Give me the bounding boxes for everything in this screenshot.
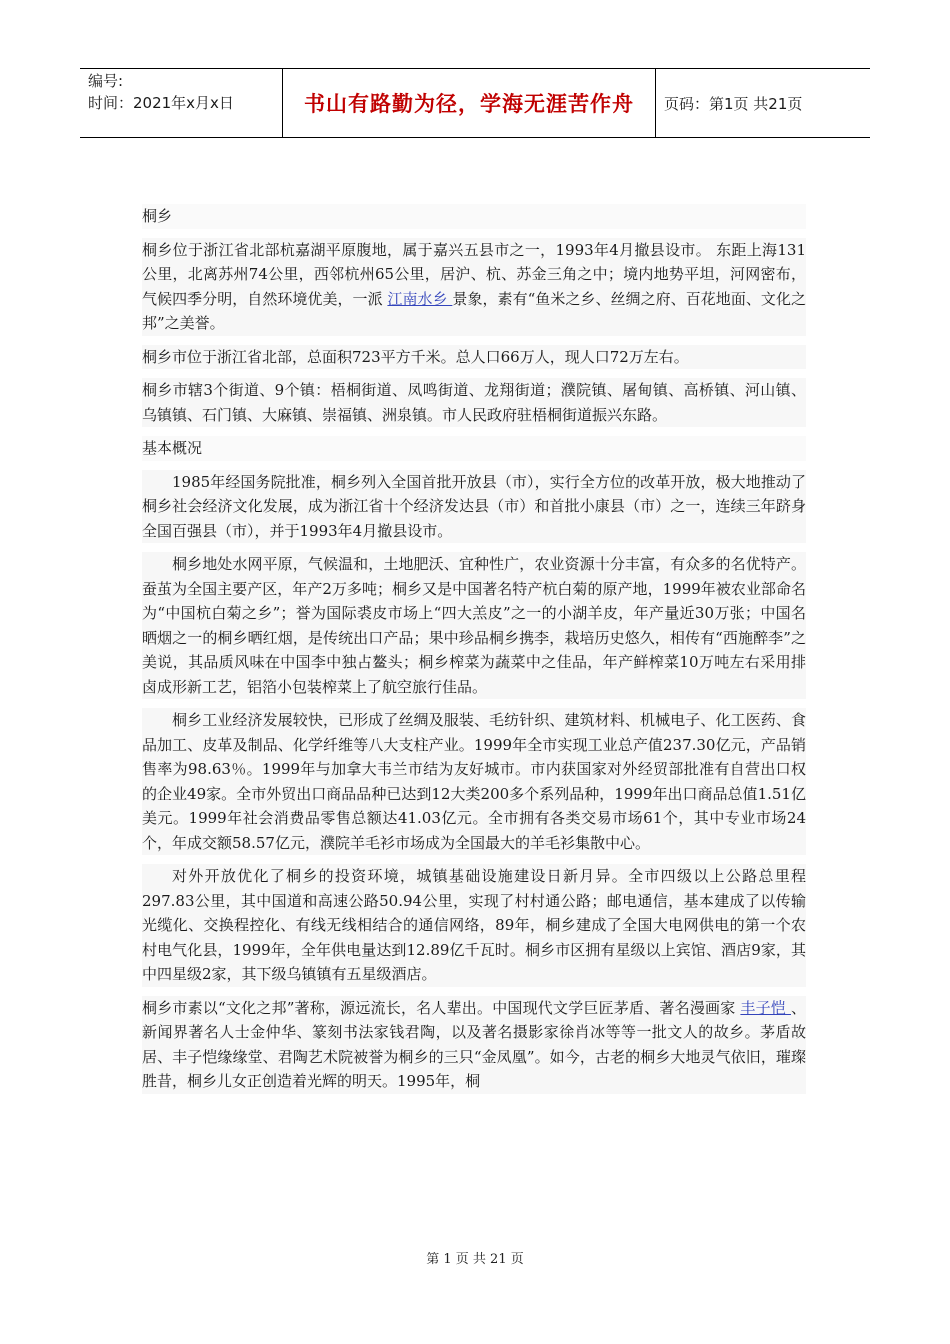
districts-paragraph: 桐乡市辖3个街道、9个镇：梧桐街道、凤鸣街道、龙翔街道；濮院镇、屠甸镇、高桥镇、河山镇、乌镇镇、石门镇、大麻镇、崇福镇、洲泉镇。市人民政府驻梧桐街道振兴东路。 bbox=[142, 378, 806, 427]
page-footer: 第 1 页 共 21 页 bbox=[426, 1252, 524, 1267]
jiangnan-link[interactable]: 江南水乡 bbox=[387, 289, 453, 308]
header-meta-cell bbox=[80, 69, 282, 137]
intro-paragraph bbox=[142, 238, 806, 336]
article-title: 桐乡 bbox=[142, 204, 806, 229]
section-heading: 基本概况 bbox=[142, 436, 806, 461]
infrastructure-paragraph: 对外开放优化了桐乡的投资环境，城镇基础设施建设日新月异。全市四级以上公路总里程297.83公里，其中国道和高速公路50.94公里，实现了村村通公路；邮电通信，基本建成了以传输光缆化、交换程控化、有线无线相结合的通信网络，89年，桐乡建成了全国大电网供电的第一个农村电气化县，1999年，全年供电量达到12.89亿千瓦时。桐乡市区拥有星级以上宾馆、酒店9家，其中四星级2家，其下级乌镇镇有五星级酒店。 bbox=[142, 864, 806, 987]
culture-text-b: 、新闻界著名人士金仲华、篆刻书法家钱君陶，以及著名摄影家徐肖冰等等一批文人的故乡。茅盾故居、丰子恺缘缘堂、君陶艺术院被誉为桐乡的三只“金凤凰”。如今，古老的桐乡大地灵气依旧，璀璨胜昔，桐乡儿女正创造着光辉的明天。1995年，桐 bbox=[142, 998, 806, 1090]
opening-paragraph: 1985年经国务院批准，桐乡列入全国首批开放县（市），实行全方位的改革开放，极大地推动了桐乡社会经济文化发展，成为浙江省十个经济发达县（市）和首批小康县（市）之一，连续三年跻身全国百强县（市），并于1993年4月撤县设市。 bbox=[142, 470, 806, 544]
culture-paragraph bbox=[142, 996, 806, 1094]
culture-text-a: 桐乡市素以“文化之邦”著称，源远流长，名人辈出。中国现代文学巨匠茅盾、著名漫画家 bbox=[142, 998, 741, 1017]
document-date-label: 时间：2021年x月x日 bbox=[88, 94, 234, 112]
document-number-label: 编号: bbox=[88, 72, 124, 90]
intro-text-b: 景象，素有“鱼米之乡、丝绸之府、百花地面、文化之邦”之美誉。 bbox=[142, 289, 806, 332]
motto-text: 书山有路勤为径，学海无涯苦作舟 bbox=[304, 92, 634, 116]
fengzikai-link[interactable]: 丰子恺 bbox=[740, 998, 791, 1017]
header-page-cell bbox=[656, 69, 870, 137]
agriculture-paragraph: 桐乡地处水网平原，气候温和，土地肥沃、宜种性广，农业资源十分丰富，有众多的名优特产。蚕茧为全国主要产区，年产2万多吨；桐乡又是中国著名特产杭白菊的原产地，1999年被农业部命名为“中国杭白菊之乡”；誉为国际裘皮市场上“四大羔皮”之一的小湖羊皮，年产量近30万张；中国名晒烟之一的桐乡晒红烟，是传统出口产品；果中珍品桐乡携李，栽培历史悠久，相传有“西施醉李”之美说，其品质风味在中国李中独占鳌头；桐乡榨菜为蔬菜中之佳品，年产鲜榨菜10万吨左右采用排卤成形新工艺，铝箔小包装榨菜上了航空旅行佳品。 bbox=[142, 552, 806, 699]
article-body bbox=[142, 204, 806, 1103]
page-info: 页码：第1页 共21页 bbox=[664, 94, 803, 113]
header-table bbox=[80, 68, 870, 138]
header-motto-cell bbox=[282, 69, 656, 137]
intro-text-a: 桐乡位于浙江省北部杭嘉湖平原腹地，属于嘉兴五县市之一，1993年4月撤县设市。 东距上海131公里，北离苏州74公里，西邻杭州65公里，居沪、杭、苏金三角之中；境内地势平坦，河网密布，气候四季分明，自然环境优美，一派 bbox=[142, 240, 806, 308]
industry-paragraph: 桐乡工业经济发展较快，已形成了丝绸及服装、毛纺针织、建筑材料、机械电子、化工医药、食品加工、皮革及制品、化学纤维等八大支柱产业。1999年全市实现工业总产值237.30亿元，产品销售率为98.63％。1999年与加拿大韦兰市结为友好城市。市内获国家对外经贸部批准有自营出口权的企业49家。全市外贸出口商品品种已达到12大类200多个系列品种，1999年出口商品总值1.51亿美元。1999年社会消费品零售总额达41.03亿元。全市拥有各类交易市场61个，其中专业市场24个，年成交额58.57亿元，濮院羊毛衫市场成为全国最大的羊毛衫集散中心。 bbox=[142, 708, 806, 855]
area-paragraph: 桐乡市位于浙江省北部，总面积723平方千米。总人口66万人，现人口72万左右。 bbox=[142, 345, 806, 370]
